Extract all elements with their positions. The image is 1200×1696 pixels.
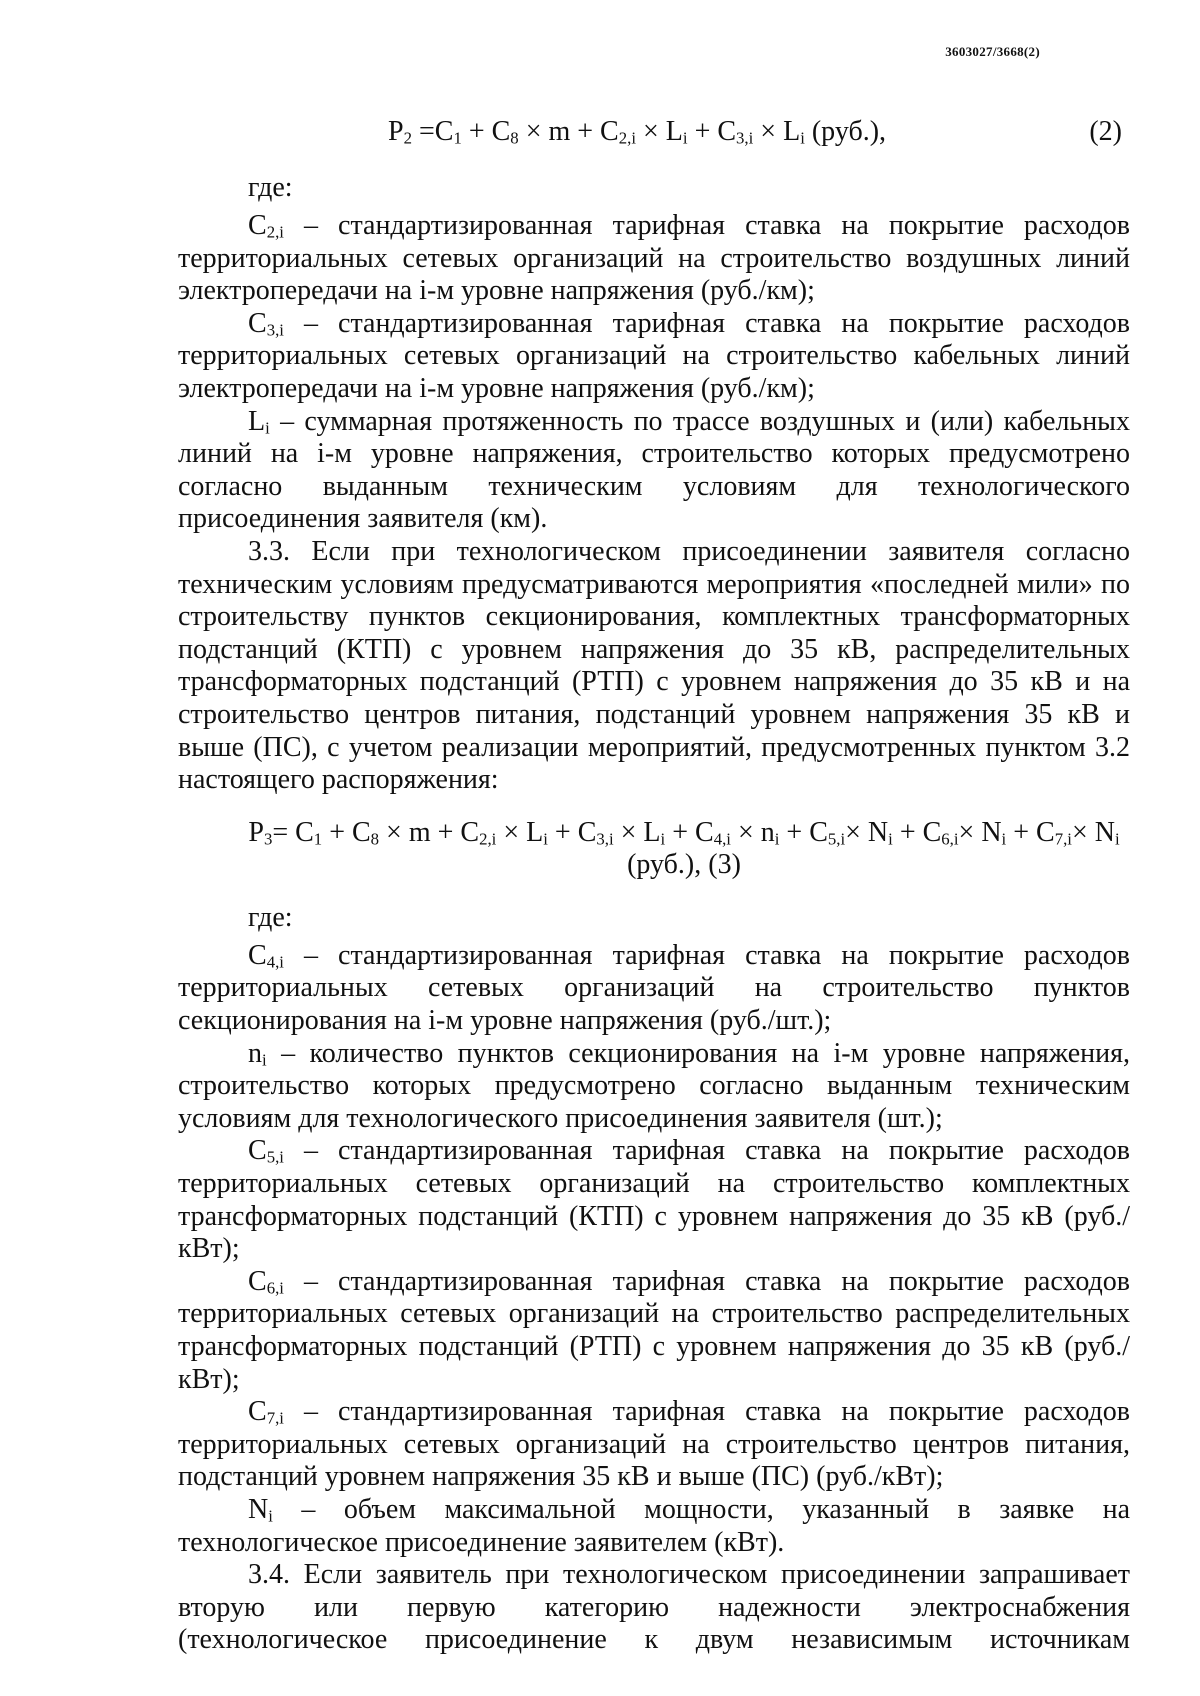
definition-c3: $C_{3,i}$ – стандартизированная тарифная ставка на покрытие расходов территориальных сетевых организаций на строительство кабельных линий электропередачи на i-м уровне напряжения (руб./км); bbox=[178, 307, 1130, 404]
definition-c7: $C_{7,i}$ – стандартизированная тарифная ставка на покрытие расходов территориальных сетевых организаций на строительство центров питания, подстанций уровнем напряжения 35 кВ и выше (ПС) (руб./кВт); bbox=[178, 1396, 1130, 1493]
formula-3-expression: $P_3= C_1 + C_8 \times m + C_{2,i} \times L_i + C_{3,i} \times L_i + C_{4,i} \times n_i + C_{5,i}\times N_i + C_{6,i}\times N_i + C_{7,i}\times N_i$ bbox=[248, 816, 1120, 849]
paragraph-3-3: 3.3. Если при технологическом присоединении заявителя согласно техническим условиям предусматриваются мероприятия «последней мили» по строительству пунктов секционирования, комплектных трансформаторных подстанций (КТП) с уровнем напряжения до 35 кВ, распределительных трансформаторных подстанций (РТП) с уровнем напряжения до 35 кВ и на строительство центров питания, подстанций уровнем напряжения 35 кВ и выше (ПС), с учетом реализации мероприятий, предусмотренных пунктом 3.2 настоящего распоряжения: bbox=[178, 535, 1130, 796]
definition-ni: $n_i$ – количество пунктов секционирования на i-м уровне напряжения, строительство которых предусмотрено согласно выданным техническим условиям для технологического присоединения заявителя (шт.); bbox=[178, 1037, 1130, 1134]
definition-c5: $C_{5,i}$ – стандартизированная тарифная ставка на покрытие расходов территориальных сетевых организаций на строительство комплектных трансформаторных подстанций (КТП) с уровнем напряжения до 35 кВ (руб./кВт); bbox=[178, 1135, 1130, 1265]
definition-Ni: $N_i$ – объем максимальной мощности, указанный в заявке на технологическое присоединение заявителем (кВт). bbox=[178, 1493, 1130, 1558]
formula-3-unit-number: (руб.), (3) bbox=[627, 849, 741, 881]
document-body bbox=[178, 116, 1130, 1657]
paragraph-3-4: 3.4. Если заявитель при технологическом присоединении запрашивает вторую или первую категорию надежности электроснабжения (технологическое присоединение к двум независимым источникам bbox=[178, 1559, 1130, 1656]
formula-2-number: (2) bbox=[1089, 116, 1122, 147]
definition-c2: $C_{2,i}$ – стандартизированная тарифная ставка на покрытие расходов территориальных сетевых организаций на строительство воздушных линий электропередачи на i-м уровне напряжения (руб./км); bbox=[178, 210, 1130, 307]
document-id: 3603027/3668(2) bbox=[945, 44, 1040, 59]
where-label: где: bbox=[248, 172, 293, 203]
formula-2 bbox=[178, 116, 1130, 166]
formula-2-expression: $P_2 =C_1 + C_8 \times m + C_{2,i} \times L_i + C_{3,i} \times L_i$ (руб.), bbox=[388, 116, 887, 148]
spacer bbox=[178, 797, 1130, 817]
where-label: где: bbox=[248, 901, 293, 933]
definition-c6: $C_{6,i}$ – стандартизированная тарифная ставка на покрытие расходов территориальных сетевых организаций на строительство распределительных трансформаторных подстанций (РТП) с уровнем напряжения до 35 кВ (руб./кВт); bbox=[178, 1265, 1130, 1395]
definition-c4: $C_{4,i}$ – стандартизированная тарифная ставка на покрытие расходов территориальных сетевых организаций на строительство пунктов секционирования на i-м уровне напряжения (руб./шт.); bbox=[178, 939, 1130, 1037]
definition-li: $L_i$ – суммарная протяженность по трассе воздушных и (или) кабельных линий на i-м уровне напряжения, строительство которых предусмотрено согласно выданным техническим условиям для технологического присоединения заявителя (км). bbox=[178, 405, 1130, 535]
